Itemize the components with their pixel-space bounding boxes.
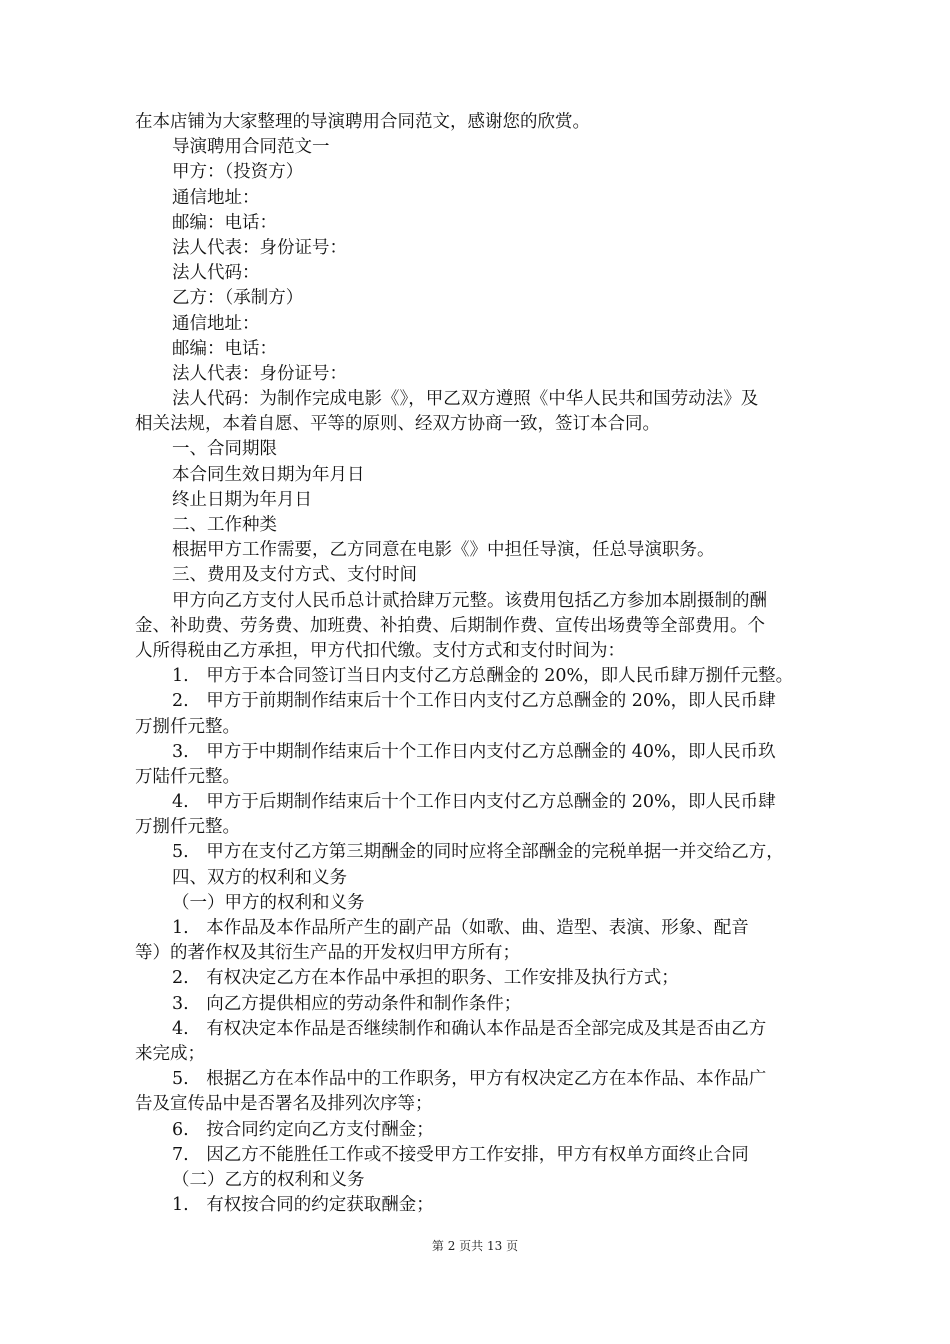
text-line: 5. 根据乙方在本作品中的工作职务，甲方有权决定乙方在本作品、本作品广 [172, 1069, 767, 1090]
text-line: 6. 按合同约定向乙方支付酬金； [172, 1119, 434, 1140]
text-line: 等）的著作权及其衍生产品的开发权归甲方所有； [135, 943, 520, 964]
text-line: 2. 甲方于前期制作结束后十个工作日内支付乙方总酬金的 20%，即人民币肆 [172, 691, 776, 712]
text-line: 告及宣传品中是否署名及排列次序等； [135, 1094, 433, 1115]
page-footer: 第 2 页共 13 页 [431, 1239, 519, 1253]
text-line: 二、工作种类 [172, 515, 277, 535]
text-line: 万捌仟元整。 [135, 716, 240, 737]
text-line: 法人代码： [172, 263, 260, 284]
text-line: 通信地址： [172, 313, 260, 334]
text-line: 法人代表：身份证号： [172, 237, 347, 258]
text-line: 三、费用及支付方式、支付时间 [172, 565, 417, 586]
text-line: 邮编：电话： [172, 338, 277, 359]
text-line: 1. 本作品及本作品所产生的副产品（如歌、曲、造型、表演、形象、配音 [172, 918, 749, 938]
text-line: 4. 有权决定本作品是否继续制作和确认本作品是否全部完成及其是否由乙方 [172, 1018, 767, 1039]
text-line: 1. 有权按合同的约定获取酬金； [172, 1195, 434, 1216]
text-line: 甲方：（投资方） [172, 162, 304, 183]
text-line: 甲方向乙方支付人民币总计贰拾肆万元整。该费用包括乙方参加本剧摄制的酬 [172, 590, 767, 611]
text-line: 1. 甲方于本合同签订当日内支付乙方总酬金的 20%，即人民币肆万捌仟元整。 [172, 666, 794, 687]
text-line: 法人代表：身份证号： [172, 363, 347, 384]
text-line: 万陆仟元整。 [135, 766, 240, 787]
text-line: 2. 有权决定乙方在本作品中承担的职务、工作安排及执行方式； [172, 968, 679, 989]
text-line: 法人代码：为制作完成电影《》，甲乙双方遵照《中华人民共和国劳动法》及 [172, 389, 759, 410]
text-line: 终止日期为年月日 [172, 489, 312, 510]
text-line: 4. 甲方于后期制作结束后十个工作日内支付乙方总酬金的 20%，即人民币肆 [172, 792, 776, 813]
text-line: 导演聘用合同范文一 [172, 137, 330, 158]
text-line: 来完成； [135, 1043, 205, 1064]
text-line: 3. 甲方于中期制作结束后十个工作日内支付乙方总酬金的 40%，即人民币玖 [172, 741, 776, 762]
text-line: 四、双方的权利和义务 [172, 867, 347, 888]
document-body [135, 110, 825, 1218]
text-line: 本合同生效日期为年月日 [172, 464, 365, 485]
text-line: （二）乙方的权利和义务 [172, 1169, 365, 1190]
text-line: 万捌仟元整。 [135, 817, 240, 838]
text-line: 5. 甲方在支付乙方第三期酬金的同时应将全部酬金的完税单据一并交给乙方， [172, 842, 784, 863]
text-line: 一、合同期限 [172, 439, 277, 460]
text-line: 3. 向乙方提供相应的劳动条件和制作条件； [172, 993, 522, 1014]
text-line: 人所得税由乙方承担，甲方代扣代缴。支付方式和支付时间为： [135, 640, 625, 661]
text-line: 邮编：电话： [172, 212, 277, 233]
text-line: 7. 因乙方不能胜任工作或不接受甲方工作安排，甲方有权单方面终止合同 [172, 1144, 749, 1165]
text-line: （一）甲方的权利和义务 [172, 892, 365, 913]
text-line: 在本店铺为大家整理的导演聘用合同范文，感谢您的欣赏。 [135, 112, 590, 132]
text-line: 相关法规，本着自愿、平等的原则、经双方协商一致，签订本合同。 [135, 414, 660, 435]
text-line: 根据甲方工作需要，乙方同意在电影《》中担任导演，任总导演职务。 [172, 540, 715, 561]
text-line: 金、补助费、劳务费、加班费、补拍费、后期制作费、宣传出场费等全部费用。个 [135, 615, 765, 636]
text-line: 通信地址： [172, 187, 260, 208]
text-line: 乙方：（承制方） [172, 288, 304, 309]
